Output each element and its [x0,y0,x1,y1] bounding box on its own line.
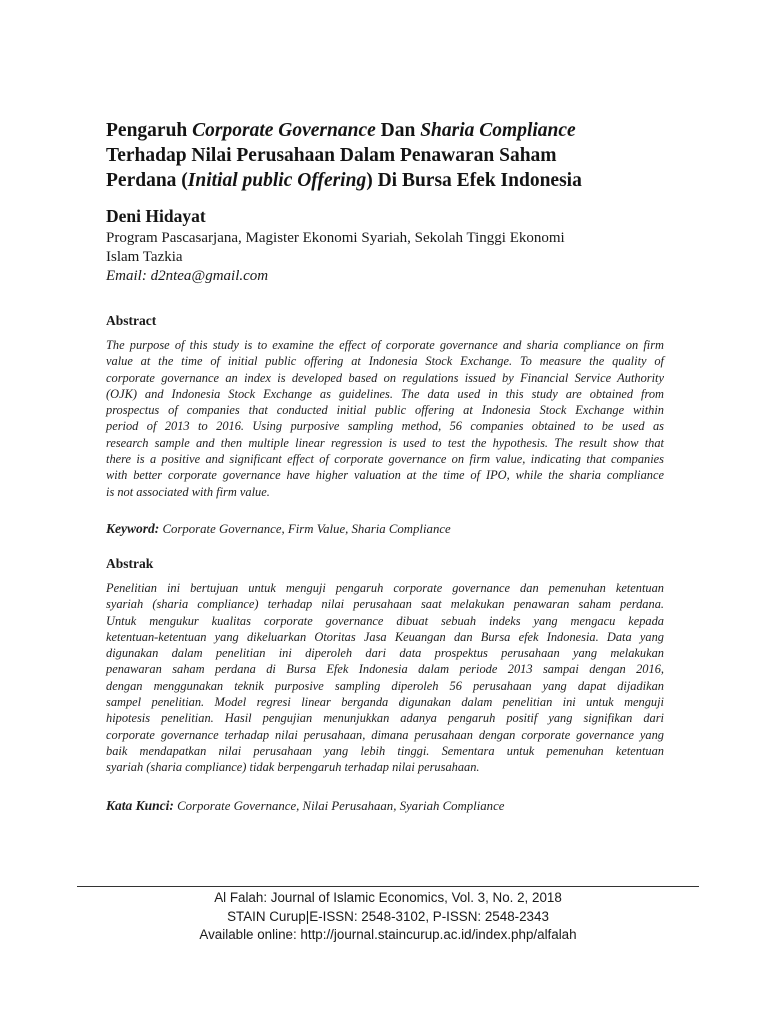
title-line-1 [106,118,706,143]
abstract-line: is not associated with firm value. [106,484,270,499]
kata-kunci-label: Kata Kunci: [106,798,174,813]
abstrak-line: Penelitian ini bertujuan untuk menguji pengaruh corporate governance dan pemenuhan ketentuan [106,581,664,595]
abstract-line: there is a positive and significant effect of corporate governance on firm value, indicating that companies [106,452,664,467]
abstract-line: corporate governance an index is developed based on regulations issued by Financial Service Authority [106,370,664,385]
journal-footer [77,889,699,945]
abstract-line: prospectus of companies that conducted initial public offering at Indonesia Stock Exchange within [106,403,664,418]
abstrak-line: baik mendapatkan nilai perusahaan yang lebih tinggi. Sementara untuk pemenuhan ketentuan [106,743,664,758]
title-term-sharia-compliance: Sharia Compliance [420,120,576,141]
affiliation-line: Islam Tazkia [106,249,183,265]
abstract-line: research sample and then multiple linear regression is used to test the hypothesis. The result show that [106,435,664,450]
abstrak-heading: Abstrak [106,556,154,571]
abstrak-line: syariah (sharia compliance) terhadap nilai perusahaan saat melakukan penawaran saham perdana. [106,597,664,612]
abstrak-line: Untuk mengukur kualitas corporate governance dibuat sebuah indeks yang mengacu kepada [106,613,664,628]
abstract-line: period of 2013 to 2016. Using purposive sampling method, 56 companies obtained to be used as [106,419,664,434]
abstrak-line: hipotesis penelitian. Hasil pengujian menunjukkan adanya pengaruh positif yang signifikan dari [106,711,664,726]
title-line-2: Terhadap Nilai Perusahaan Dalam Penawaran Saham [106,145,557,166]
affiliation-line: Program Pascasarjana, Magister Ekonomi Syariah, Sekolah Tinggi Ekonomi [106,230,565,246]
author-affiliation [106,229,666,267]
keywords-value: Corporate Governance, Firm Value, Sharia Compliance [159,522,451,536]
title-term-ipo: Initial public Offering [187,170,367,191]
title-text: Pengaruh [106,120,193,141]
title-text: Dan [375,120,421,141]
footer-journal: Al Falah: Journal of Islamic Economics, Vol. 3, No. 2, 2018 [214,890,562,905]
abstrak-line: penawaran saham perdana di Bursa Efek Indonesia dalam periode 2013 sampai dengan 2016, [106,662,664,677]
abstract-body [106,337,664,500]
abstract-line: The purpose of this study is to examine the effect of corporate governance and sharia compliance on firm [106,338,664,352]
footer-issn: STAIN Curup|E-ISSN: 2548-3102, P-ISSN: 2548-2343 [227,908,549,924]
abstrak-line: corporate governance terhadap nilai perusahaan, dimana perusahaan dengan corporate governance yang [106,727,664,742]
abstrak-line: digunakan dalam penelitian ini diperoleh dari data prospektus perusahaan yang melakukan [106,646,664,661]
abstract-line: value at the time of initial public offering at Indonesia Stock Exchange. To measure the quality of [106,354,664,369]
kata-kunci-line [106,798,504,814]
kata-kunci-value: Corporate Governance, Nilai Perusahaan, Syariah Compliance [173,799,505,813]
abstract-line: (OJK) and Indonesia Stock Exchange as guidelines. The data used in this study are obtained from [106,386,664,401]
author-name: Deni Hidayat [106,206,206,226]
title-text: Perdana ( [106,170,188,191]
abstract-heading: Abstract [106,313,157,328]
abstract-line: with better corporate governance have higher valuation at the time of IPO, while the sharia compliance [106,468,664,483]
keywords-label: Keyword: [106,521,160,536]
abstrak-line: syariah (sharia compliance) tidak berpengaruh terhadap nilai perusahaan. [106,760,480,775]
title-term-corporate-governance: Corporate Governance [192,120,376,141]
footer-divider [77,886,699,887]
abstrak-line: sampel penelitian. Model regresi linear berganda digunakan dalam penelitian ini untuk menguji [106,695,664,710]
abstrak-line: ketentuan-ketentuan yang dikeluarkan Otoritas Jasa Keuangan dan Bursa efek Indonesia. Data yang [106,629,664,644]
keywords-line [106,521,451,537]
paper-title [106,118,706,193]
title-line-3 [106,168,706,193]
title-text: ) Di Bursa Efek Indonesia [366,170,582,191]
abstrak-line: dengan menggunakan teknik purposive sampling diperoleh 56 perusahaan yang dapat dijadikan [106,678,664,693]
abstrak-body [106,580,664,776]
footer-online: Available online: http://journal.staincurup.ac.id/index.php/alfalah [199,927,577,942]
author-email: Email: d2ntea@gmail.com [106,268,269,284]
